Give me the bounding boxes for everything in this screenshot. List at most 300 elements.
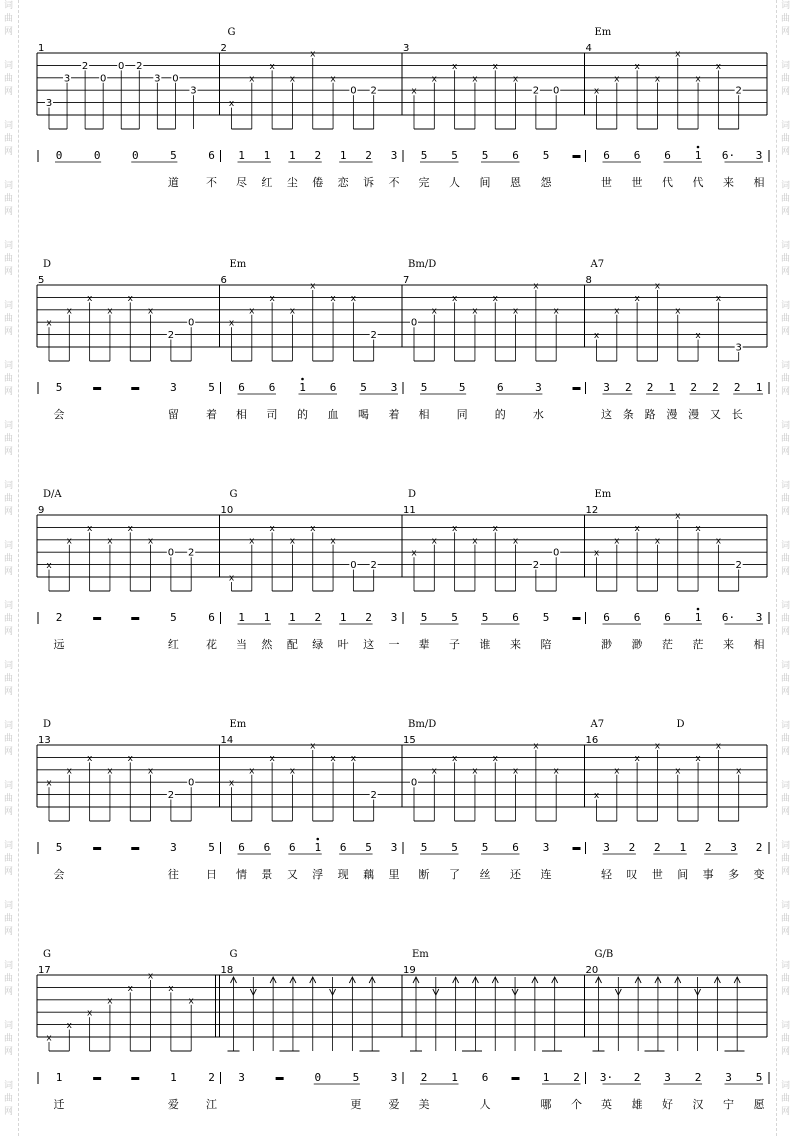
jianpu-note: 3 [390, 381, 398, 394]
tab-fret-number: 0 [188, 777, 195, 789]
watermark-char: 词 [4, 901, 14, 911]
tab-mute-mark: x [654, 741, 661, 752]
jianpu-dash [93, 387, 101, 390]
watermark-char: 曲 [4, 14, 14, 24]
tab-mute-mark: x [249, 74, 255, 85]
chord-name: Em [594, 489, 612, 500]
lyric-char: 相 [418, 408, 430, 421]
tab-mute-mark: x [634, 61, 640, 72]
tab-mute-mark: x [86, 1008, 93, 1019]
watermark-char: 词 [4, 721, 14, 731]
jianpu-note: 5 [55, 381, 63, 394]
jianpu-note: 2 [654, 841, 661, 854]
measure-number: 1 [38, 43, 45, 54]
lyric-char: 怨 [540, 176, 552, 189]
tab-fret-number: 2 [370, 330, 377, 342]
jianpu-note: 5 [170, 149, 177, 162]
watermark-char: 词 [4, 961, 14, 971]
watermark-char: 网 [781, 267, 791, 277]
watermark-char: 曲 [4, 794, 14, 804]
tab-mute-mark: x [46, 778, 52, 789]
lyric-char: 会 [53, 408, 65, 421]
high-octave-dot [697, 608, 700, 611]
measure-number: 9 [38, 505, 45, 516]
watermark-char: 曲 [781, 974, 791, 984]
tab-fret-number: 2 [370, 560, 377, 572]
lyric-char: 美 [418, 1098, 430, 1111]
tab-mute-mark: x [46, 1033, 52, 1044]
jianpu-note: 6· [721, 611, 736, 624]
lyric-char: 爱 [388, 1098, 400, 1111]
chord-name: G [229, 489, 238, 500]
jianpu-note: 6 [208, 149, 215, 162]
jianpu-note: 3· [599, 1071, 614, 1084]
tab-mute-mark: x [614, 306, 620, 317]
tab-mute-mark: x [86, 523, 93, 534]
tab-mute-mark: x [127, 523, 133, 534]
lyric-char: 花 [206, 638, 217, 651]
tab-mute-mark: x [675, 511, 681, 522]
jianpu-note: 3 [664, 1071, 671, 1084]
chord-name: D [408, 489, 417, 500]
tab-mute-mark: x [147, 766, 154, 777]
lyric-char: 人 [479, 1098, 491, 1111]
jianpu-note: 5 [481, 149, 489, 162]
tab-mute-mark: x [512, 74, 519, 85]
jianpu-dash [512, 1077, 520, 1080]
tab-fret-number: 0 [350, 560, 357, 572]
jianpu-dash [131, 1077, 139, 1080]
lyric-char: 景 [261, 868, 273, 881]
jianpu-note: 5 [451, 841, 458, 854]
jianpu-note: 2 [694, 1071, 702, 1084]
lyric-char: 又 [286, 868, 298, 881]
tab-mute-mark: x [715, 61, 722, 72]
tab-fret-number: 0 [553, 85, 560, 97]
lyric-char: 远 [53, 638, 65, 651]
tab-mute-mark: x [66, 536, 72, 547]
tab-mute-mark: x [472, 536, 478, 547]
jianpu-note: 3 [603, 841, 610, 854]
tab-mute-mark: x [533, 741, 539, 752]
tab-mute-mark: x [46, 561, 52, 572]
tab-mute-mark: x [533, 281, 539, 292]
lyric-char: 浮 [312, 868, 324, 881]
jianpu-note: 0 [131, 149, 139, 162]
tab-mute-mark: x [310, 523, 316, 534]
jianpu-note: 2 [420, 1071, 428, 1084]
tab-mute-mark: x [269, 293, 275, 304]
tab-mute-mark: x [168, 983, 174, 994]
jianpu-note: 5 [420, 381, 428, 394]
jianpu-note: 1 [542, 1071, 550, 1084]
watermark-char: 网 [4, 207, 14, 217]
jianpu-note: 3 [170, 381, 177, 394]
measure-number: 15 [403, 735, 416, 746]
watermark-char: 词 [781, 1, 791, 11]
jianpu-note: 3 [238, 1071, 245, 1084]
tab-mute-mark: x [330, 753, 336, 764]
watermark-char: 曲 [781, 854, 791, 864]
watermark-char: 网 [4, 927, 14, 937]
tab-fret-number: 2 [370, 790, 377, 802]
jianpu-note: 2 [314, 149, 322, 162]
tab-fret-number: 0 [167, 547, 175, 559]
tab-mute-mark: x [553, 766, 559, 777]
watermark-char: 曲 [4, 554, 14, 564]
watermark-char: 词 [4, 241, 14, 251]
jianpu-note: 2 [208, 1071, 215, 1084]
jianpu-note: 2 [704, 841, 712, 854]
watermark-char: 网 [781, 867, 791, 877]
jianpu-note: 5 [451, 611, 458, 624]
tab-mute-mark: x [593, 791, 600, 802]
watermark-char: 网 [781, 327, 791, 337]
watermark-char: 网 [4, 747, 14, 757]
jianpu-note: 1 [170, 1071, 177, 1084]
watermark-char: 曲 [4, 734, 14, 744]
watermark-char: 网 [781, 687, 791, 697]
lyric-char: 相 [753, 638, 765, 651]
watermark-char: 词 [781, 601, 791, 611]
tab-mute-mark: x [228, 573, 235, 584]
watermark-char: 网 [4, 327, 14, 337]
lyric-char: 不 [206, 176, 217, 189]
lyric-char: 恩 [510, 176, 521, 189]
lyric-char: 长 [731, 408, 743, 421]
jianpu-note: 1 [694, 149, 702, 162]
watermark-char: 词 [781, 421, 791, 431]
lyric-char: 了 [449, 868, 460, 881]
lyric-char: 相 [753, 176, 765, 189]
tab-fret-number: 2 [735, 85, 742, 97]
lyric-char: 当 [236, 638, 247, 651]
watermark-char: 网 [4, 27, 14, 37]
lyric-char: 水 [532, 408, 544, 421]
jianpu-note: 2 [633, 1071, 641, 1084]
tab-mute-mark: x [269, 753, 275, 764]
jianpu-note: 5 [451, 149, 458, 162]
watermark-char: 曲 [781, 794, 791, 804]
tab-fret-number: 3 [45, 98, 53, 110]
tab-mute-mark: x [249, 536, 255, 547]
lyric-char: 世 [631, 176, 643, 189]
tab-mute-mark: x [512, 766, 519, 777]
lyric-char: 司 [266, 408, 278, 421]
watermark-char: 曲 [4, 74, 14, 84]
lyric-char: 尘 [286, 176, 298, 189]
jianpu-note: 5 [365, 841, 372, 854]
tab-mute-mark: x [127, 293, 133, 304]
chord-name: Bm/D [408, 259, 437, 270]
watermark-char: 网 [4, 387, 14, 397]
lyric-char: 连 [540, 868, 552, 881]
watermark-char: 网 [4, 867, 14, 877]
tab-mute-mark: x [86, 753, 93, 764]
tab-mute-mark: x [451, 753, 458, 764]
jianpu-note: 6 [263, 841, 271, 854]
jianpu-dash [93, 847, 101, 850]
jianpu-note: 0 [93, 149, 101, 162]
tab-mute-mark: x [350, 753, 357, 764]
watermark-char: 词 [781, 481, 791, 491]
tab-mute-mark: x [249, 306, 255, 317]
tab-mute-mark: x [695, 331, 701, 342]
jianpu-note: 1 [451, 1071, 458, 1084]
jianpu-note: 5 [170, 611, 177, 624]
tab-mute-mark: x [310, 741, 316, 752]
lyric-char: 人 [449, 176, 460, 189]
lyric-char: 多 [728, 868, 740, 881]
tab-mute-mark: x [614, 74, 620, 85]
measure-number: 7 [403, 275, 410, 286]
jianpu-note: 5 [420, 611, 428, 624]
watermark-char: 网 [781, 567, 791, 577]
lyric-char: 叶 [337, 638, 349, 651]
tab-mute-mark: x [330, 536, 336, 547]
tab-mute-mark: x [107, 996, 113, 1007]
lyric-char: 个 [571, 1098, 582, 1111]
tab-mute-mark: x [289, 536, 296, 547]
jianpu-dash [573, 387, 581, 390]
watermark-char: 网 [781, 927, 791, 937]
tab-mute-mark: x [127, 983, 133, 994]
tab-fret-number: 3 [154, 73, 161, 85]
jianpu-note: 2 [365, 611, 372, 624]
watermark-char: 词 [4, 1021, 14, 1031]
tab-mute-mark: x [107, 536, 113, 547]
tab-mute-mark: x [431, 306, 437, 317]
jianpu-note: 6 [289, 841, 296, 854]
chord-name: Em [594, 27, 612, 38]
jianpu-note: 1 [289, 149, 296, 162]
tab-mute-mark: x [330, 74, 336, 85]
watermark-char: 网 [781, 807, 791, 817]
lyric-char: 绿 [312, 638, 324, 651]
measure-number: 8 [585, 275, 592, 286]
lyric-char: 丝 [479, 868, 491, 881]
lyric-char: 汉 [692, 1098, 704, 1111]
tab-fret-number: 2 [532, 560, 540, 572]
watermark-char: 网 [781, 1047, 791, 1057]
jianpu-note: 5 [542, 611, 550, 624]
tab-mute-mark: x [66, 766, 72, 777]
watermark-char: 网 [4, 447, 14, 457]
watermark-char: 曲 [781, 1034, 791, 1044]
tab-fret-number: 0 [118, 60, 125, 72]
lyric-char: 又 [709, 408, 721, 421]
lyric-char: 诉 [363, 176, 375, 189]
jianpu-note: 0 [314, 1071, 322, 1084]
tab-mute-mark: x [228, 778, 235, 789]
jianpu-note: 6 [238, 841, 245, 854]
jianpu-note: 2 [365, 149, 372, 162]
tab-mute-mark: x [147, 971, 154, 982]
lyric-char: 茫 [692, 638, 704, 651]
jianpu-note: 2 [314, 611, 322, 624]
lyric-char: 代 [692, 176, 704, 189]
watermark-char: 网 [781, 747, 791, 757]
jianpu-dash [131, 847, 139, 850]
jianpu-note: 5 [542, 149, 550, 162]
watermark-char: 词 [781, 361, 791, 371]
tab-mute-mark: x [512, 306, 519, 317]
tab-mute-mark: x [492, 753, 498, 764]
jianpu-dash [573, 617, 581, 620]
jianpu-note: 3 [390, 149, 398, 162]
lyric-char: 世 [651, 868, 663, 881]
high-octave-dot [697, 146, 700, 149]
tab-mute-mark: x [289, 74, 296, 85]
lyric-char: 然 [261, 638, 273, 651]
chord-name: D [676, 719, 685, 730]
lyric-char: 愿 [753, 1098, 765, 1111]
jianpu-note: 6 [664, 611, 671, 624]
tab-fret-number: 2 [136, 60, 143, 72]
tab-mute-mark: x [472, 74, 478, 85]
jianpu-note: 5 [481, 841, 489, 854]
tab-mute-mark: x [472, 766, 478, 777]
watermark-char: 网 [781, 387, 791, 397]
jianpu-note: 2 [624, 381, 632, 394]
tab-mute-mark: x [310, 49, 316, 60]
lyric-char: 现 [337, 868, 349, 881]
jianpu-note: 5 [755, 1071, 763, 1084]
tab-mute-mark: x [411, 86, 417, 97]
watermark-char: 曲 [4, 1094, 14, 1104]
chord-name: A7 [590, 719, 605, 730]
jianpu-note: 6 [603, 611, 610, 624]
watermark-char: 网 [781, 627, 791, 637]
jianpu-note: 6 [329, 381, 337, 394]
measure-number: 11 [403, 505, 416, 516]
jianpu-note: 6 [208, 611, 215, 624]
watermark-char: 网 [781, 447, 791, 457]
lyric-char: 变 [753, 868, 765, 881]
jianpu-note: 0 [55, 149, 63, 162]
lyric-char: 红 [261, 176, 273, 189]
tab-mute-mark: x [675, 306, 681, 317]
tab-mute-mark: x [736, 766, 742, 777]
watermark-char: 曲 [781, 1094, 791, 1104]
lyric-char: 爱 [167, 1098, 179, 1111]
tab-mute-mark: x [654, 536, 661, 547]
tab-mute-mark: x [289, 766, 296, 777]
jianpu-note: 1 [339, 611, 347, 624]
tab-mute-mark: x [86, 293, 93, 304]
chord-name: G [229, 949, 238, 960]
jianpu-note: 1 [263, 611, 271, 624]
jianpu-note: 6 [481, 1071, 489, 1084]
jianpu-dash [131, 617, 139, 620]
lyric-char: 英 [601, 1098, 612, 1111]
lyric-char: 条 [622, 408, 634, 421]
tab-mute-mark: x [695, 74, 701, 85]
tab-mute-mark: x [289, 306, 296, 317]
jianpu-note: 5 [208, 841, 215, 854]
watermark-char: 曲 [781, 194, 791, 204]
lyric-char: 江 [206, 1098, 217, 1111]
watermark-char: 词 [4, 421, 14, 431]
tab-fret-number: 0 [350, 85, 357, 97]
watermark-char: 网 [781, 27, 791, 37]
measure-number: 17 [38, 965, 51, 976]
tab-mute-mark: x [675, 766, 681, 777]
watermark-char: 曲 [781, 734, 791, 744]
lyric-char: 红 [167, 638, 179, 651]
tab-mute-mark: x [249, 766, 255, 777]
jianpu-note: 3 [603, 381, 610, 394]
jianpu-note: 3 [535, 381, 542, 394]
jianpu-note: 1 [238, 611, 245, 624]
measure-number: 16 [585, 735, 599, 746]
tab-fret-number: 2 [167, 790, 175, 802]
tab-fret-number: 2 [370, 85, 377, 97]
tab-mute-mark: x [46, 318, 52, 329]
watermark-char: 网 [4, 507, 14, 517]
lyric-char: 配 [286, 638, 298, 651]
tab-mute-mark: x [654, 281, 661, 292]
measure-number: 19 [403, 965, 416, 976]
chord-name: D [43, 259, 52, 270]
watermark-char: 词 [781, 661, 791, 671]
tab-fret-number: 2 [735, 560, 742, 572]
jianpu-note: 2 [55, 611, 63, 624]
measure-number: 20 [585, 965, 599, 976]
lyric-char: 渺 [601, 638, 612, 651]
lyric-char: 喝 [358, 408, 369, 421]
lyric-char: 同 [456, 408, 468, 421]
watermark-char: 词 [781, 961, 791, 971]
jianpu-note: 5 [208, 381, 215, 394]
chord-name: Bm/D [408, 719, 437, 730]
tab-fret-number: 0 [172, 73, 179, 85]
watermark-char: 网 [4, 87, 14, 97]
watermark-char: 曲 [4, 674, 14, 684]
jianpu-note: 3 [390, 841, 398, 854]
tab-mute-mark: x [593, 331, 600, 342]
watermark-char: 曲 [4, 314, 14, 324]
watermark-char: 网 [781, 1107, 791, 1117]
watermark-char: 网 [781, 87, 791, 97]
chord-name: Em [229, 719, 247, 730]
tab-fret-number: 0 [188, 317, 195, 329]
lyric-char: 茫 [662, 638, 673, 651]
watermark-char: 网 [4, 627, 14, 637]
chord-name: D/A [43, 489, 62, 500]
tab-mute-mark: x [147, 306, 154, 317]
jianpu-dash [573, 155, 581, 158]
watermark-char: 词 [4, 781, 14, 791]
lyric-char: 倦 [312, 176, 324, 189]
watermark-char: 网 [781, 507, 791, 517]
watermark-char: 词 [4, 301, 14, 311]
jianpu-note: 6 [633, 149, 641, 162]
tab-fret-number: 0 [99, 73, 107, 85]
watermark-char: 网 [4, 567, 14, 577]
watermark-char: 词 [4, 481, 14, 491]
watermark-char: 词 [4, 541, 14, 551]
watermark-char: 词 [781, 1021, 791, 1031]
lyric-char: 日 [206, 868, 217, 881]
jianpu-note: 6 [633, 611, 641, 624]
tab-mute-mark: x [228, 99, 235, 110]
lyric-char: 间 [677, 868, 689, 881]
watermark-char: 词 [4, 661, 14, 671]
tab-fret-number: 3 [63, 73, 71, 85]
tab-mute-mark: x [634, 523, 640, 534]
lyric-char: 不 [388, 176, 400, 189]
